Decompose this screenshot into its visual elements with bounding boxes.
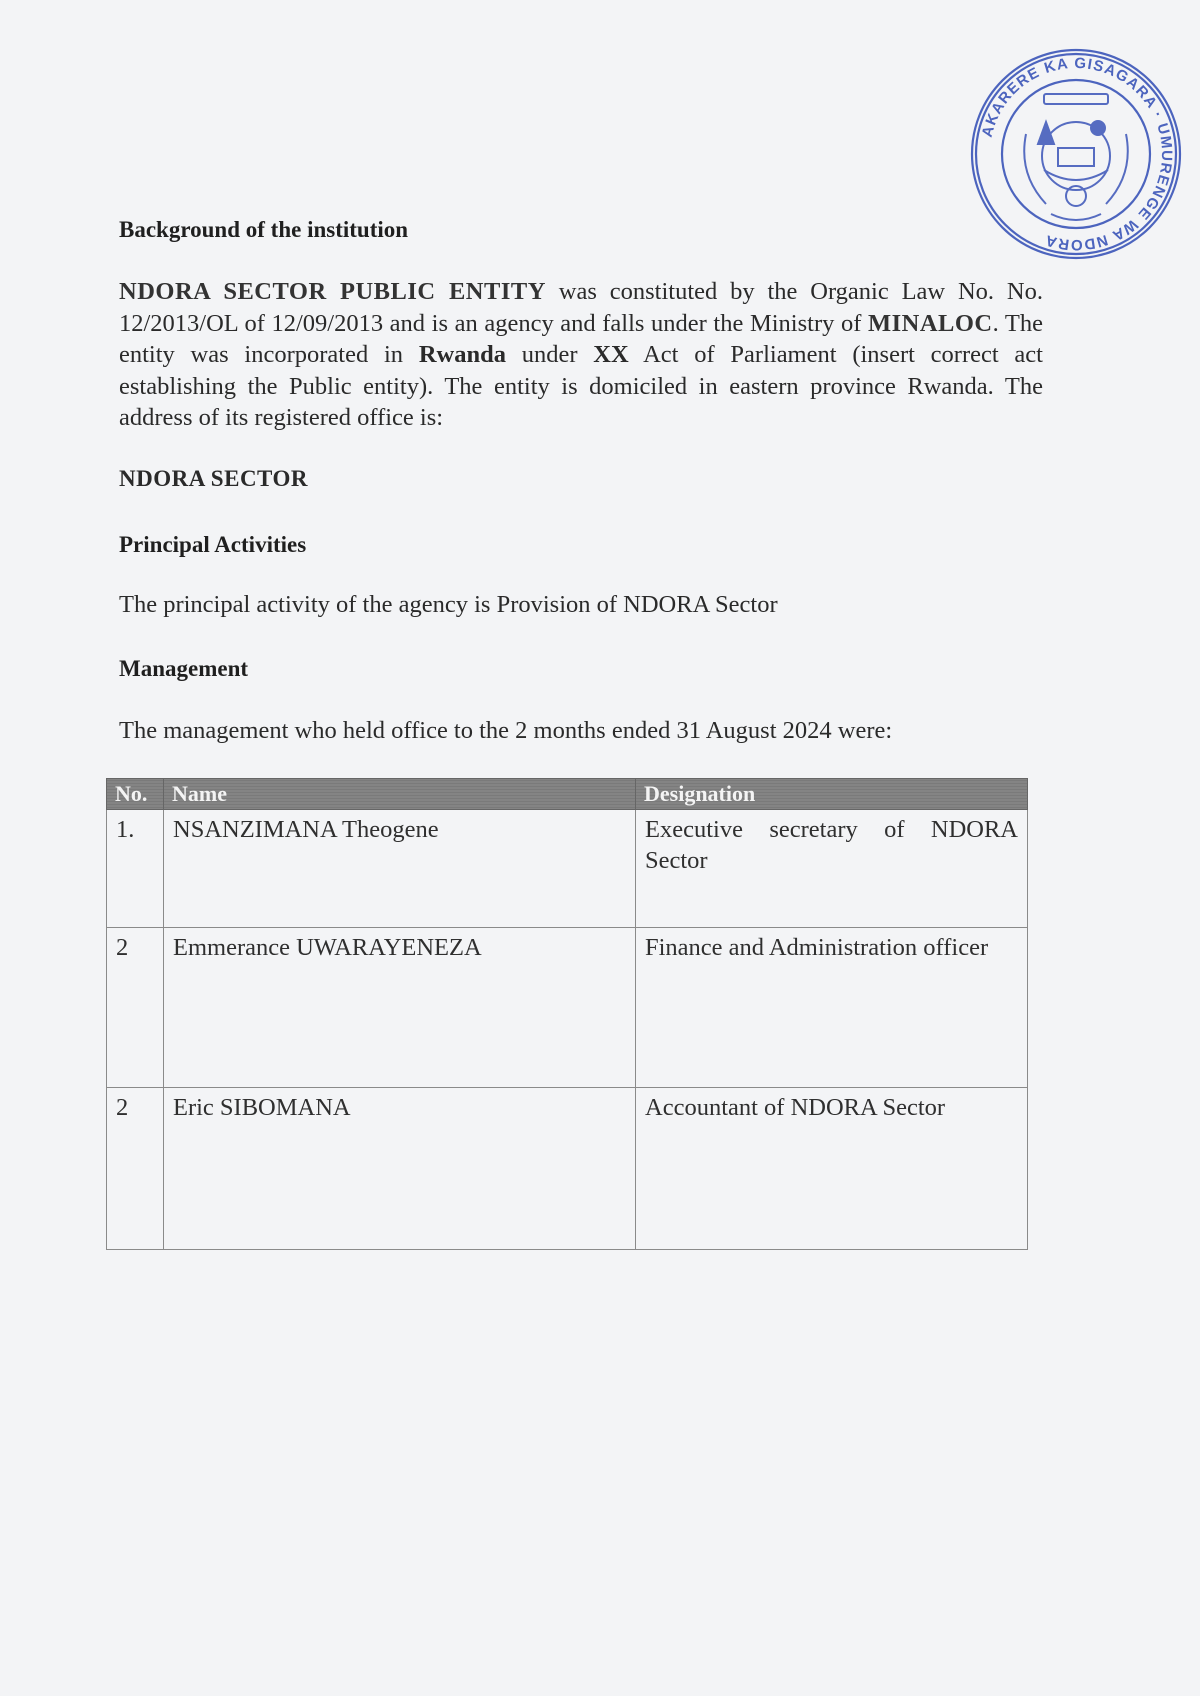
table-row bbox=[107, 810, 1028, 928]
registered-office-address: NDORA SECTOR bbox=[119, 466, 308, 491]
background-heading: Background of the institution bbox=[119, 217, 409, 242]
official-stamp bbox=[966, 44, 1186, 264]
background-paragraph: NDORA SECTOR PUBLIC ENTITY was constituted by the Organic Law No. No. 12/2013/OL of 12/09/2013 and is an agency and falls under the Ministry of MINALOC. The entity was incorporated in Rwanda under XX Act of Parliament (insert correct act establishing the Public entity). The entity is domiciled in eastern province Rwanda. The address of its registered office is: bbox=[119, 278, 1043, 431]
entity-name: NDORA SECTOR PUBLIC ENTITY bbox=[119, 278, 546, 305]
header-name: Name bbox=[164, 779, 636, 810]
management-heading: Management bbox=[119, 656, 249, 681]
row-name: NSANZIMANA Theogene bbox=[164, 810, 636, 928]
table-row bbox=[107, 928, 1028, 1088]
principal-activities-text: The principal activity of the agency is Provision of NDORA Sector bbox=[119, 591, 778, 618]
management-intro: The management who held office to the 2 months ended 31 August 2024 were: bbox=[119, 717, 893, 744]
row-designation: Executive secretary of NDORA Sector bbox=[636, 810, 1028, 928]
row-designation: Accountant of NDORA Sector bbox=[636, 1088, 1028, 1250]
principal-activities-heading: Principal Activities bbox=[119, 532, 307, 557]
header-designation: Designation bbox=[636, 779, 1028, 810]
ministry-name: MINALOC bbox=[867, 309, 993, 337]
act-placeholder: XX bbox=[593, 341, 629, 368]
row-no: 2 bbox=[107, 1088, 164, 1250]
table-row bbox=[107, 1088, 1028, 1250]
row-name: Emmerance UWARAYENEZA bbox=[164, 928, 636, 1088]
row-no: 2 bbox=[107, 928, 164, 1088]
table-header-row bbox=[107, 779, 1028, 810]
header-no: No. bbox=[107, 779, 164, 810]
country-name: Rwanda bbox=[418, 341, 506, 368]
management-table bbox=[106, 778, 1028, 1250]
row-no: 1. bbox=[107, 810, 164, 928]
row-designation: Finance and Administration officer bbox=[636, 928, 1028, 1088]
svg-text:AKARERE KA GISAGARA · UMURENGE: AKARERE KA GISAGARA · UMURENGE WA NDORA bbox=[978, 54, 1176, 254]
row-name: Eric SIBOMANA bbox=[164, 1088, 636, 1250]
